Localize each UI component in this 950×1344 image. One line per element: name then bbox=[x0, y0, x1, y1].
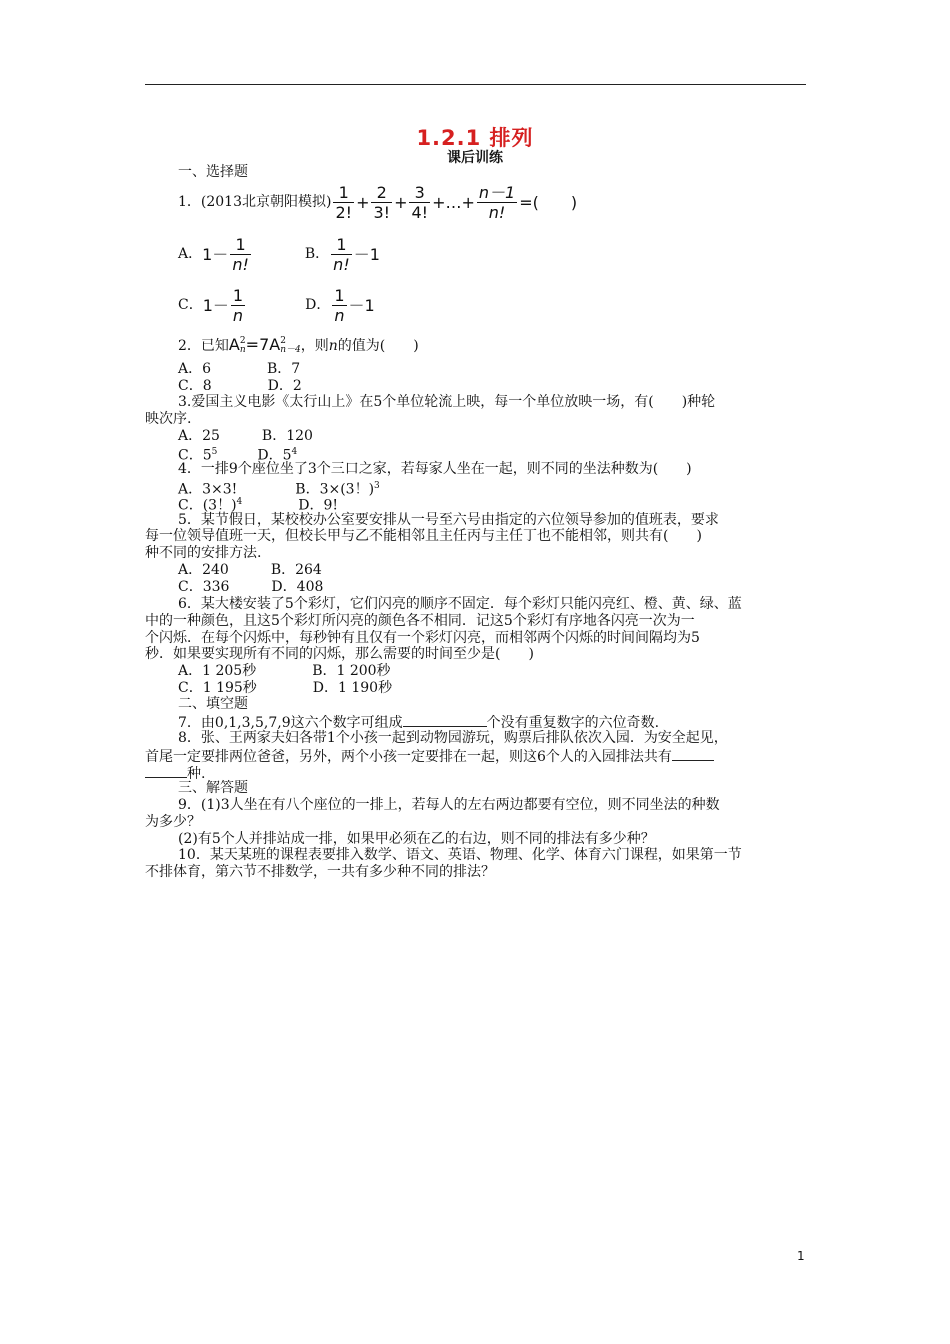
plus-sign: + bbox=[394, 192, 408, 212]
q1-option-b-post: －1 bbox=[353, 244, 380, 264]
question-9-line-2: 为多少？ bbox=[145, 814, 201, 830]
header-rule bbox=[145, 84, 806, 85]
answer-blank bbox=[403, 713, 487, 727]
perm-sup: 2 bbox=[280, 336, 286, 346]
q1-term-3: $\frac{3}{4!}$ bbox=[411, 182, 429, 222]
question-6-line-4: 秒．如果要实现所有不同的闪烁，那么需要的时间至少是( ) bbox=[145, 646, 534, 662]
q4-option-d: D．9! bbox=[298, 497, 339, 514]
page-title: 1.2.1 排列 bbox=[416, 126, 534, 150]
q1-option-a-label: A． bbox=[178, 245, 203, 262]
question-2-prefix: 2．已知 bbox=[178, 338, 229, 354]
q3-option-d: D．5 bbox=[257, 447, 292, 464]
q1-option-c-pre: 1－ bbox=[202, 295, 229, 315]
question-5-line-2: 每一位领导值班一天，但校长甲与乙不能相邻且主任丙与主任丁也不能相邻，则共有( ) bbox=[145, 528, 702, 544]
q5-options-ab: A．240 B．264 bbox=[178, 562, 322, 578]
plus-sign: + bbox=[461, 192, 475, 212]
perm-sup: 2 bbox=[239, 336, 246, 346]
perm-sub: n－4 bbox=[280, 345, 301, 355]
question-9-line-1: 9．(1)3人坐在有八个座位的一排上，若每人的左右两边都要有空位，则不同坐法的种数 bbox=[178, 797, 720, 813]
answer-blank bbox=[145, 764, 187, 778]
page-subtitle: 课后训练 bbox=[447, 150, 503, 166]
q1-term-2: $\frac{2}{3!}$ bbox=[373, 182, 391, 222]
q3-options-ab: A．25 B．120 bbox=[178, 428, 313, 444]
question-7-post: 个没有重复数字的六位奇数. bbox=[486, 715, 660, 731]
question-6-line-2: 中的一种颜色，且这5个彩灯所闪亮的颜色各不相同．记这5个彩灯有序地各闪亮一次为一 bbox=[145, 613, 695, 629]
q6-options-cd: C．1 195秒 D．1 190秒 bbox=[178, 680, 393, 696]
q1-option-d-post: －1 bbox=[348, 295, 375, 315]
q2-options-cd: C．8 D．2 bbox=[178, 378, 302, 394]
question-7-pre: 7．由0,1,3,5,7,9这六个数字可组成 bbox=[178, 715, 403, 731]
question-10-line-1: 10．某天某班的课程表要排入数学、语文、英语、物理、化学、体育六门课程，如果第一节 bbox=[178, 847, 742, 863]
question-8-line-2-text: 首尾一定要排两位爸爸，另外，两个小孩一定要排在一起，则这6个人的入园排法共有 bbox=[145, 749, 672, 765]
perm-equation: =7A bbox=[245, 335, 281, 354]
perm-symbol: A bbox=[228, 335, 240, 354]
plus-sign: + bbox=[432, 192, 446, 212]
q1-option-c-label: C． bbox=[178, 296, 203, 313]
q4-option-b: B．3×(3！) bbox=[295, 481, 375, 498]
q1-options-ab bbox=[178, 233, 380, 275]
question-8-line-3-text: 种. bbox=[187, 766, 206, 782]
q1-option-b-label: B． bbox=[304, 245, 330, 262]
q2-options-ab: A．6 B．7 bbox=[178, 361, 301, 377]
q3-option-c-exp: 5 bbox=[211, 447, 218, 457]
question-10-line-2: 不排体育，第六节不排数学，一共有多少种不同的排法？ bbox=[145, 864, 495, 880]
page-number: 1 bbox=[797, 1249, 805, 1263]
question-9-line-3: (2)有5个人并排站成一排，如果甲必须在乙的右边，则不同的排法有多少种？ bbox=[178, 831, 655, 847]
question-4-line-1: 4．一排9个座位坐了3个三口之家，若每家人坐在一起，则不同的坐法种数为( ) bbox=[178, 461, 692, 477]
q1-option-b-frac: $\frac{1}{n!}$ bbox=[333, 234, 350, 274]
question-5-line-1: 5．某节假日，某校校办公室要安排从一号至六号由指定的六位领导参加的值班表，要求 bbox=[178, 512, 719, 528]
section-answer-heading: 三、解答题 bbox=[178, 780, 248, 796]
q4-option-c-exp: 4 bbox=[236, 497, 243, 507]
question-1-prefix: 1．(2013北京朝阳模拟) bbox=[178, 193, 332, 210]
question-2-tail: 的值为( ) bbox=[337, 338, 419, 354]
answer-blank bbox=[672, 747, 714, 761]
question-5-line-3: 种不同的安排方法. bbox=[145, 545, 262, 561]
q5-options-cd: C．336 D．408 bbox=[178, 579, 324, 595]
question-2-mid: ，则 bbox=[300, 338, 329, 354]
q1-option-d-label: D． bbox=[305, 296, 331, 313]
question-3-line-2: 映次序. bbox=[145, 411, 192, 427]
q1-option-d-frac: $\frac{1}{n}$ bbox=[334, 285, 345, 325]
plus-sign: + bbox=[356, 192, 370, 212]
q4-option-a: A．3×3! bbox=[178, 481, 238, 498]
question-8-line-2 bbox=[145, 747, 714, 766]
question-3-line-1: 3.爱国主义电影《太行山上》在5个单位轮流上映，每一个单位放映一场，有( )种轮 bbox=[178, 394, 716, 410]
q3-option-d-exp: 4 bbox=[291, 447, 298, 457]
perm-sub: n bbox=[239, 345, 246, 355]
question-1-tail: =( ) bbox=[519, 192, 578, 212]
question-8-line-1: 8．张、王两家夫妇各带1个小孩一起到动物园游玩，购票后排队依次入园．为安全起见， bbox=[178, 730, 728, 746]
q1-option-a-frac: $\frac{1}{n!}$ bbox=[232, 234, 249, 274]
q4-option-b-exp: 3 bbox=[374, 481, 380, 491]
question-6-line-3: 个闪烁．在每个闪烁中，每秒钟有且仅有一个彩灯闪亮，而相邻两个闪烁的时间间隔均为5 bbox=[145, 630, 700, 646]
q1-option-c-frac: $\frac{1}{n}$ bbox=[232, 285, 244, 325]
q1-options-cd bbox=[178, 284, 375, 326]
q1-term-n: $\frac{n-1}{n!}$ bbox=[478, 182, 516, 222]
question-6-line-1: 6．某大楼安装了5个彩灯，它们闪亮的顺序不固定．每个彩灯只能闪亮红、橙、黄、绿、蓝 bbox=[178, 596, 742, 612]
q1-term-1: $\frac{1}{2!}$ bbox=[335, 182, 353, 222]
variable-n: n bbox=[328, 338, 338, 354]
q6-options-ab: A．1 205秒 B．1 200秒 bbox=[178, 663, 391, 679]
section-fill-heading: 二、填空题 bbox=[178, 696, 248, 712]
q1-option-a-pre: 1－ bbox=[202, 244, 229, 264]
section-choice-heading: 一、选择题 bbox=[178, 164, 248, 180]
q4-option-c: C．(3！) bbox=[178, 497, 237, 514]
question-1 bbox=[178, 182, 577, 222]
question-2 bbox=[178, 336, 419, 356]
q3-option-c: C．5 bbox=[178, 447, 212, 464]
ellipsis: … bbox=[445, 192, 462, 212]
